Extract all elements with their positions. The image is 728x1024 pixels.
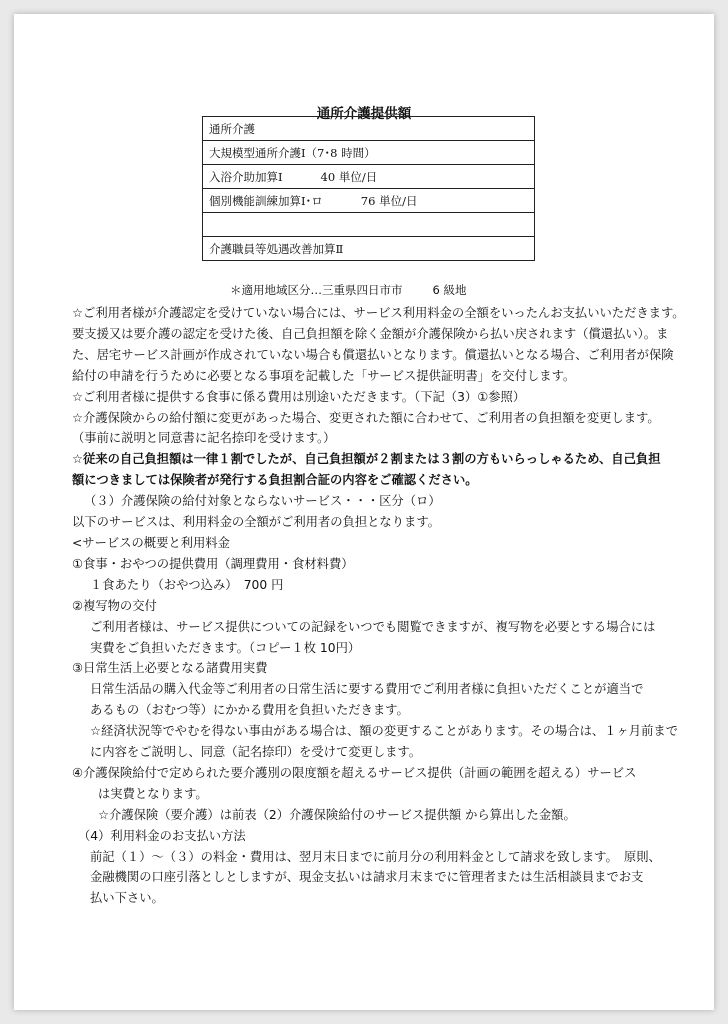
list-item: ①食事・おやつの提供費用（調理費用・食材料費） <box>72 556 354 571</box>
body-line: ☆ご利用者様が介護認定を受けていない場合には、サービス利用料金の全額をいったんお支払いいただきます。 <box>72 306 685 320</box>
body-line: ☆介護保険からの給付額に変更があった場合、変更された額に合わせて、ご利用者の負担額を変更します。 <box>72 410 660 425</box>
list-item-detail: 実費をご負担いただきます。（コピー１枚 10円） <box>90 640 361 655</box>
list-item: ③日常生活上必要となる諸費用実費 <box>72 661 268 676</box>
list-item-detail: ☆経済状況等でやむを得ない事由がある場合は、額の変更することがあります。その場合は、１ヶ月前まで <box>90 724 678 739</box>
list-item: ②複写物の交付 <box>72 598 157 613</box>
list-item-detail: 前記（１）～（３）の料金・費用は、翌月末日までに前月分の利用料金として請求を致します。 原則、 <box>90 849 661 864</box>
section-heading: （4）利用料金のお支払い方法 <box>78 828 246 843</box>
table-row <box>203 165 535 189</box>
section-heading: （３）介護保険の給付対象とならないサービス・・・区分（ロ） <box>84 494 441 509</box>
body-line-bold: 額につきましては保険者が発行する負担割合証の内容をご確認ください。 <box>72 473 478 488</box>
table-cell-empty <box>203 213 535 237</box>
body-line: 以下のサービスは、利用料金の全額がご利用者の負担となります。 <box>72 515 440 530</box>
table-row <box>203 189 535 213</box>
list-item-detail: は実費となります。 <box>98 786 208 801</box>
list-item-detail: あるもの（おむつ等）にかかる費用を負担いただきます。 <box>90 703 409 718</box>
body-line: た、居宅サービス計画が作成されていない場合も償還払いとなります。償還払いとなる場合、ご利用者が保険 <box>72 347 674 362</box>
document-body <box>72 303 692 909</box>
document-page <box>14 14 714 1010</box>
list-item-detail: に内容をご説明し、同意（記名捺印）を受けて変更します。 <box>90 745 422 760</box>
list-item-detail: １食あたり（おやつ込み） 700 円 <box>90 577 284 592</box>
table-cell: 大規模型通所介護Ⅰ（7･8 時間） <box>203 141 535 165</box>
body-line-bold: ☆従来の自己負担額は一律１割でしたが、自己負担額が２割または３割の方もいらっしゃるため、自己負担 <box>72 452 661 467</box>
table-row <box>203 213 535 237</box>
area-classification <box>230 282 466 298</box>
list-item-detail: 払い下さい。 <box>90 891 164 906</box>
table-row <box>203 237 535 261</box>
list-item-detail: ご利用者様は、サービス提供についての記録をいつでも閲覧できますが、複写物を必要とする場合には <box>90 619 656 634</box>
bathing-addition-amount: 40 単位/日 <box>320 169 378 184</box>
body-line: ☆ご利用者様に提供する食事に係る費用は別途いただきます。（下記（3）①参照） <box>72 389 526 404</box>
table-cell: 介護職員等処遇改善加算Ⅱ <box>203 237 535 261</box>
table-row <box>203 117 535 141</box>
body-line: 給付の申請を行うために必要となる事項を記載した「サービス提供証明書」を交付します。 <box>72 368 576 383</box>
table-cell: 通所介護 <box>203 117 535 141</box>
training-addition-amount: 76 単位/日 <box>360 193 418 208</box>
page-title: 通所介護提供額 <box>316 106 412 122</box>
list-item-detail: 日常生活品の購入代金等ご利用者の日常生活に要する費用でご利用者様に負担いただくことが適当で <box>90 682 644 697</box>
body-line: （事前に説明と同意書に記名捺印を受けます。） <box>72 431 336 446</box>
bathing-addition-label: 入浴介助加算Ⅰ <box>209 169 283 184</box>
area-label: ＊適用地域区分…三重県四日市市 <box>230 283 403 297</box>
table-cell <box>203 189 535 213</box>
list-item: ④介護保険給付で定められた要介護別の限度額を超えるサービス提供（計画の範囲を超える）サービス <box>72 765 637 780</box>
body-line: <サービスの概要と利用料金 <box>72 535 230 550</box>
body-line: 要支援又は要介護の認定を受けた後、自己負担額を除く金額が介護保険から払い戻されます（償還払い）。ま <box>72 326 669 341</box>
area-grade: 6 級地 <box>432 283 467 297</box>
fee-table <box>202 116 535 261</box>
list-item-detail: ☆介護保険（要介護）は前表（2）介護保険給付のサービス提供額 から算出した金額。 <box>98 807 576 822</box>
list-item-detail: 金融機関の口座引落としとしますが、現金支払いは請求月末までに管理者または生活相談員までお支 <box>90 870 644 885</box>
training-addition-label: 個別機能訓練加算Ⅰ･ロ <box>209 193 323 208</box>
table-row <box>203 141 535 165</box>
table-cell <box>203 165 535 189</box>
